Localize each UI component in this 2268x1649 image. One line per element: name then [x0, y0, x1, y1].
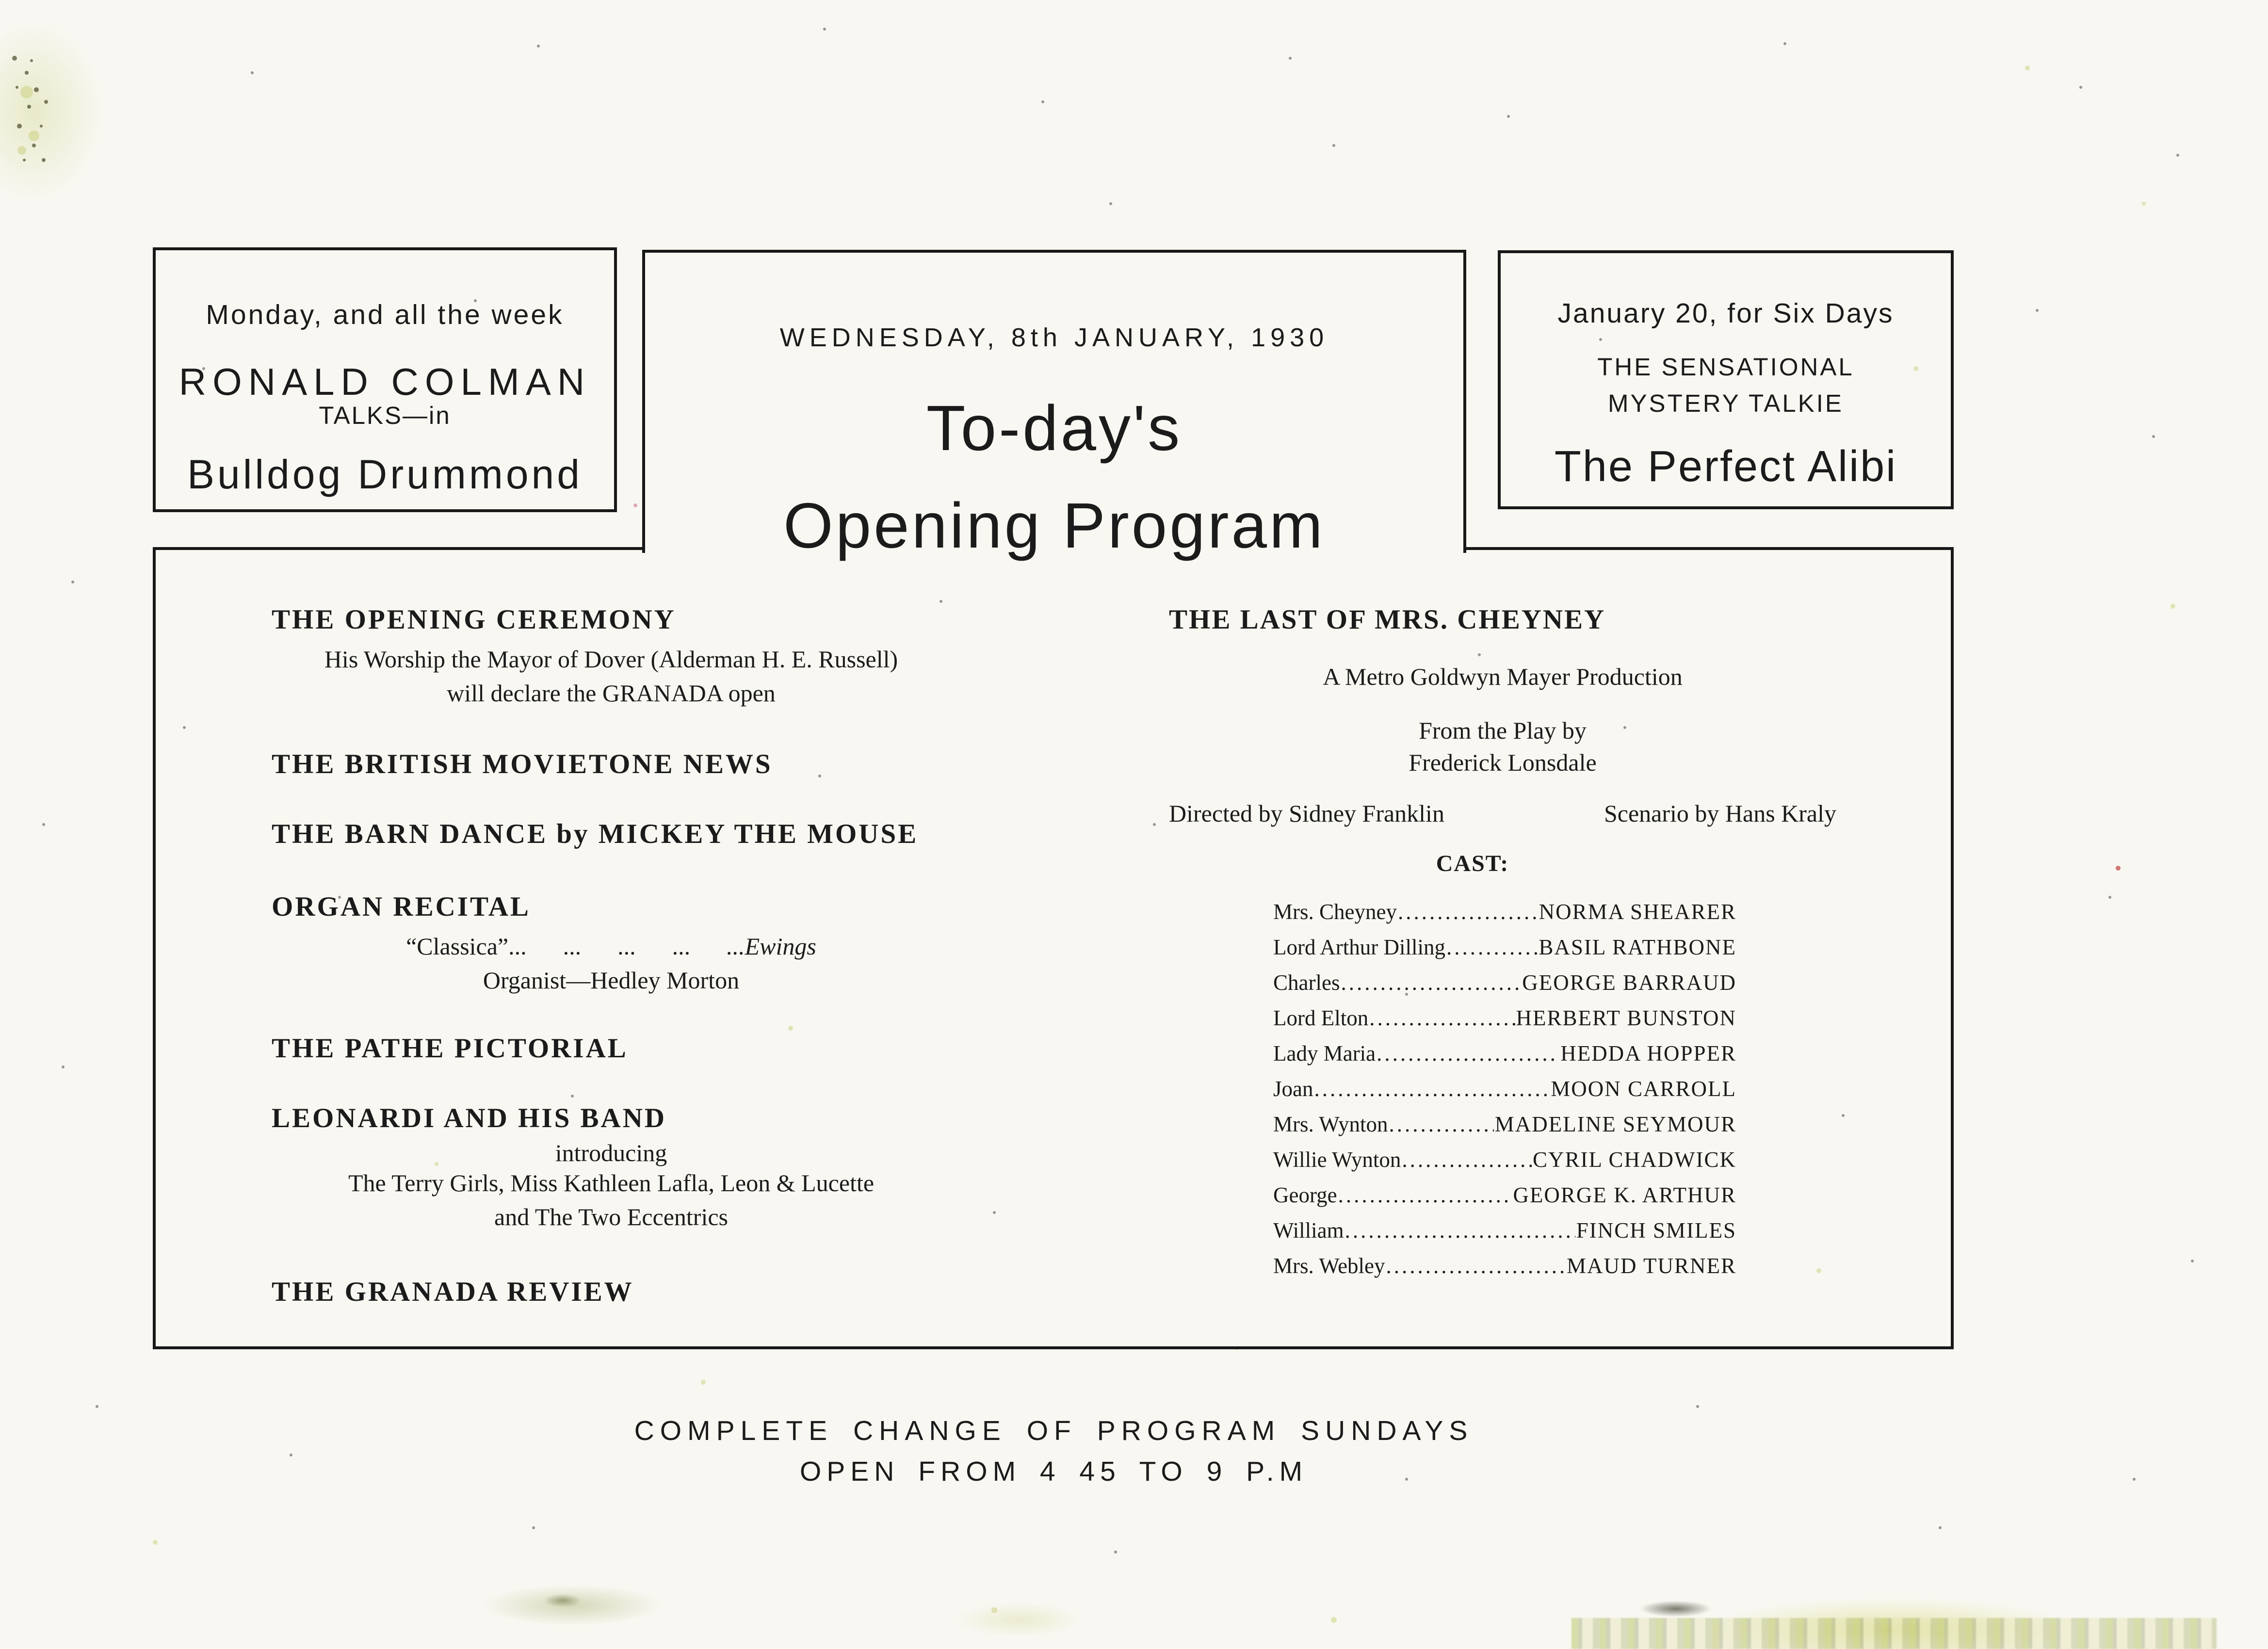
left-box-run-dates: Monday, and all the week [206, 299, 564, 330]
program-item-line: introducing [555, 1139, 667, 1166]
program-item-title: THE GRANADA REVIEW [272, 1277, 634, 1307]
cast-actor: HEDDA HOPPER [1560, 1041, 1736, 1066]
cast-row [1273, 936, 1736, 959]
cast-actor: MADELINE SEYMOUR [1494, 1112, 1736, 1136]
cast-row [1273, 1148, 1736, 1171]
cast-row [1273, 1042, 1736, 1065]
left-box-talks-line: TALKS—in [319, 402, 451, 429]
cast-row [1273, 1183, 1736, 1207]
program-item-line: will declare the GRANADA open [447, 679, 776, 707]
cast-row [1273, 1113, 1736, 1136]
feature-title: THE LAST OF MRS. CHEYNEY [1169, 604, 1606, 635]
dot-leader [1389, 1113, 1493, 1136]
program-list [272, 604, 1004, 1308]
dot-leader [1341, 971, 1521, 994]
bottom-left-smudge [543, 1594, 582, 1607]
scenario-credit: Scenario by Hans Kraly [1604, 800, 1836, 827]
cast-row [1273, 1254, 1736, 1277]
cast-role: Mrs. Wynton [1273, 1112, 1388, 1136]
feature-details [1169, 604, 1836, 1290]
cast-actor: FINCH SMILES [1576, 1218, 1736, 1243]
cast-row [1273, 900, 1736, 923]
cast-role: Lord Arthur Dilling [1273, 935, 1445, 959]
cast-actor: NORMA SHEARER [1539, 900, 1736, 924]
program-item-line: and The Two Eccentrics [494, 1203, 728, 1230]
bottom-smudge [1639, 1600, 1712, 1617]
program-item-title: THE BARN DANCE by MICKEY THE MOUSE [272, 819, 919, 849]
cast-actor: HERBERT BUNSTON [1516, 1006, 1736, 1030]
dot-leader [1345, 1219, 1575, 1242]
director-credit: Directed by Sidney Franklin [1169, 800, 1444, 827]
right-box-run-dates: January 20, for Six Days [1557, 298, 1894, 329]
right-box-tagline2: MYSTERY TALKIE [1608, 389, 1844, 417]
program-item-title: THE OPENING CEREMONY [272, 604, 676, 635]
feature-credits [1169, 799, 1836, 828]
cast-list [1273, 900, 1736, 1277]
footer-opening-hours: OPEN FROM 4 45 TO 9 P.M [799, 1456, 1308, 1487]
cast-row [1273, 1219, 1736, 1242]
center-header-box [642, 250, 1466, 561]
dot-leader [1398, 900, 1538, 923]
cast-role: Charles [1273, 970, 1340, 995]
cast-row [1273, 1077, 1736, 1100]
bottom-stain [1571, 1618, 2217, 1649]
cast-actor: CYRIL CHADWICK [1532, 1148, 1736, 1172]
cast-actor: GEORGE BARRAUD [1522, 970, 1736, 995]
organ-recital-piece-line [272, 932, 951, 961]
page-title-line1: To-day's [926, 392, 1183, 464]
cast-role: William [1273, 1218, 1344, 1243]
cast-role: Mrs. Cheyney [1273, 900, 1397, 924]
footer-change-notice: COMPLETE CHANGE OF PROGRAM SUNDAYS [634, 1415, 1474, 1446]
cast-heading: CAST: [1436, 851, 1509, 876]
left-feature-box [153, 247, 617, 512]
feature-production: A Metro Goldwyn Mayer Production [1323, 663, 1683, 690]
dot-leader [1446, 936, 1538, 959]
dot-leader [1369, 1006, 1515, 1030]
organ-organist-line: Organist—Hedley Morton [483, 967, 740, 994]
program-item-title: ORGAN RECITAL [272, 891, 531, 922]
cast-role: Willie Wynton [1273, 1148, 1401, 1172]
feature-from-play: From the Play by [1419, 717, 1587, 744]
organ-composer: ...Ewings [727, 933, 816, 960]
cast-actor: MOON CARROLL [1551, 1077, 1736, 1101]
program-item-title: THE PATHE PICTORIAL [272, 1033, 628, 1064]
cast-actor: MAUD TURNER [1567, 1254, 1736, 1278]
cast-role: George [1273, 1183, 1337, 1207]
cast-actor: GEORGE K. ARTHUR [1513, 1183, 1736, 1207]
cast-actor: BASIL RATHBONE [1539, 935, 1736, 959]
dot-leader [1402, 1148, 1532, 1171]
cast-role: Mrs. Webley [1273, 1254, 1385, 1278]
left-box-film-title: Bulldog Drummond [187, 452, 583, 497]
program-item-line: The Terry Girls, Miss Kathleen Lafla, Leon & Lucette [348, 1169, 875, 1196]
cast-role: Lady Maria [1273, 1041, 1376, 1066]
right-feature-box [1498, 250, 1954, 509]
dot-leader [1377, 1042, 1559, 1065]
page-title-line2: Opening Program [783, 490, 1325, 561]
footer [153, 1415, 1955, 1487]
program-item-title: THE BRITISH MOVIETONE NEWS [272, 749, 773, 779]
right-box-film-title: The Perfect Alibi [1554, 442, 1897, 491]
organ-piece: “Classica”... ... ... ... [406, 933, 727, 960]
feature-playwright: Frederick Lonsdale [1409, 749, 1597, 776]
cast-role: Lord Elton [1273, 1006, 1369, 1030]
dot-leader [1386, 1254, 1566, 1277]
program-item-line: His Worship the Mayor of Dover (Alderman H. E. Russell) [324, 646, 898, 673]
cast-row [1273, 971, 1736, 994]
cast-role: Joan [1273, 1077, 1313, 1101]
program-date: WEDNESDAY, 8th JANUARY, 1930 [779, 323, 1329, 352]
left-box-star-name: RONALD COLMAN [178, 360, 591, 403]
dot-leader [1314, 1077, 1550, 1100]
dot-leader [1338, 1183, 1512, 1207]
cast-row [1273, 1006, 1736, 1030]
right-box-tagline1: THE SENSATIONAL [1597, 353, 1854, 381]
program-item-title: LEONARDI AND HIS BAND [272, 1103, 667, 1133]
